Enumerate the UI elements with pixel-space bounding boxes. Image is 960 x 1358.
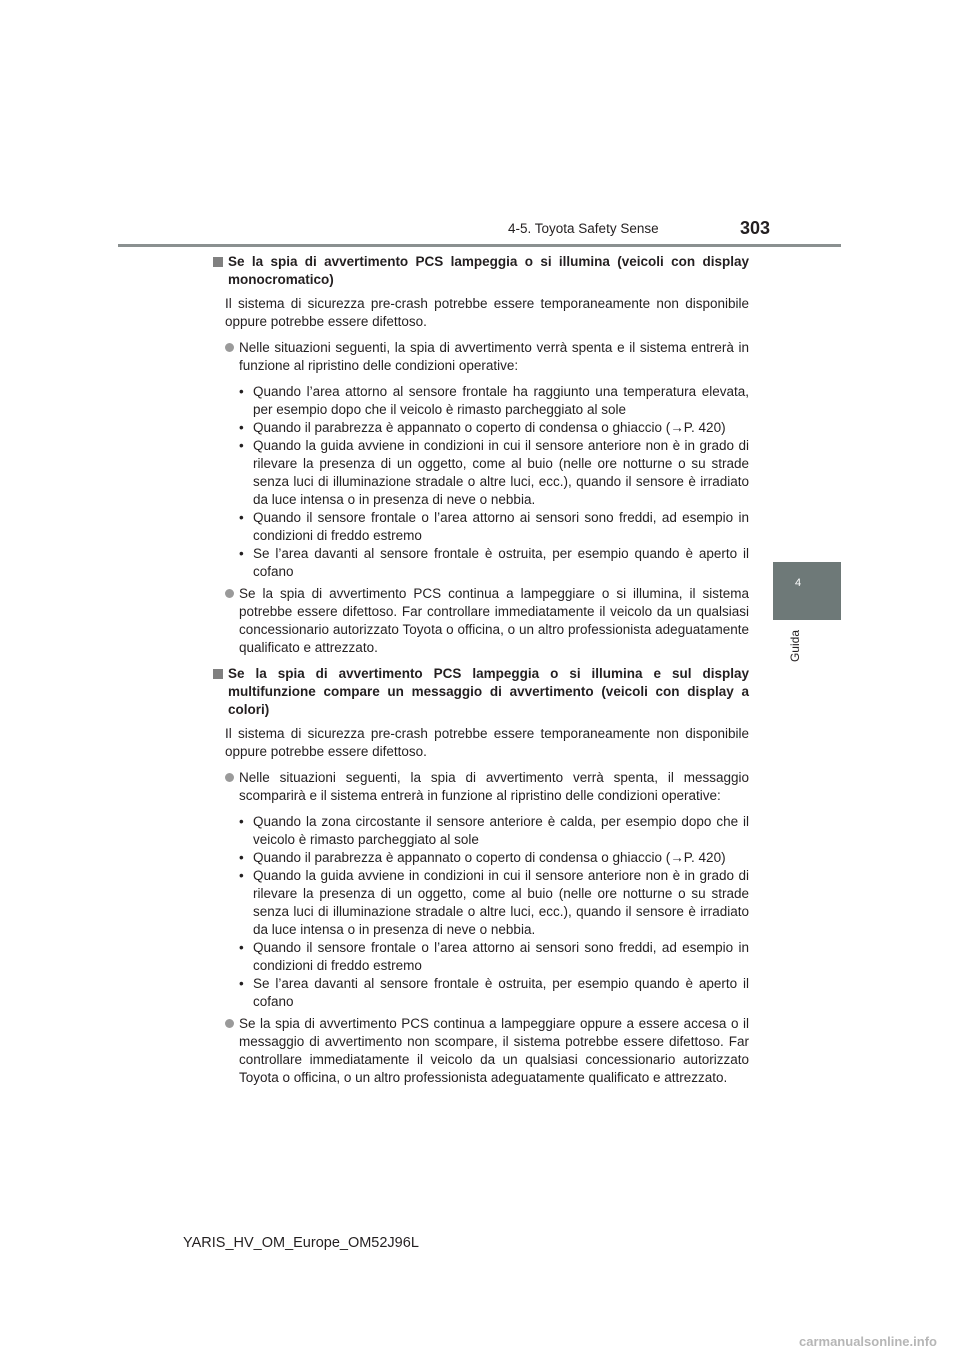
sub-item: • Quando la guida avviene in condizioni in cui il sensore anteriore non è in grado di rilevare la presenza di un oggetto, come al buio (nelle ore notturne o su strade senza luci di illuminazione stradale o altre luci, ecc.), quando il sensore è irradiato da luce intensa o in presenza di neve o nebbia. [239,868,749,937]
bullet-item: Se la spia di avvertimento PCS continua a lampeggiare oppure a essere accesa o il messaggio di avvertimento non scompare, il sistema potrebbe essere difettoso. Far controllare immediatamente il veicolo da un qualsiasi concessionario autorizzato Toyota o officina, o un altro professionista adeguatamente qualificato e attrezzato. [225,1015,749,1087]
page-number: 303 [740,218,771,238]
watermark: carmanualsonline.info [799,1334,937,1349]
sub-item: • Quando la guida avviene in condizioni in cui il sensore anteriore non è in grado di rilevare la presenza di un oggetto, come al buio (nelle ore notturne o su strade senza luci di illuminazione stradale o altre luci, ecc.), quando il sensore è irradiato da luce intensa o in presenza di neve o nebbia. [239,438,749,507]
section-intro: Il sistema di sicurezza pre-crash potrebbe essere temporaneamente non disponibile oppure potrebbe essere difettoso. [225,296,749,329]
section-heading: Se la spia di avvertimento PCS lampeggia o si illumina (veicoli con display monocromatico) [201,253,749,289]
circle-bullet-icon [225,1019,234,1028]
section-intro: Il sistema di sicurezza pre-crash potrebbe essere temporaneamente non disponibile oppure potrebbe essere difettoso. [225,726,749,759]
sub-item: • Quando il sensore frontale o l’area attorno ai sensori sono freddi, ad esempio in condizioni di freddo estremo [239,510,749,543]
page-content [201,253,749,1095]
sub-item: • Quando la zona circostante il sensore anteriore è calda, per esempio dopo che il veicolo è rimasto parcheggiato al sole [239,814,749,847]
sub-item: • Quando il parabrezza è appannato o coperto di condensa o ghiaccio (→P. 420) [239,420,726,435]
square-bullet-icon [213,257,223,267]
header-rule [118,244,841,247]
sub-item: • Quando l’area attorno al sensore frontale ha raggiunto una temperatura elevata, per esempio dopo che il veicolo è rimasto parcheggiato al sole [239,384,749,417]
bullet-item: Se la spia di avvertimento PCS continua a lampeggiare o si illumina, il sistema potrebbe essere difettoso. Far controllare immediatamente il veicolo da un qualsiasi concessionario autorizzato Toyota o officina, o un altro professionista adeguatamente qualificato e attrezzato. [225,585,749,657]
circle-bullet-icon [225,773,234,782]
section-heading: Se la spia di avvertimento PCS lampeggia o si illumina e sul display multifunzione compare un messaggio di avvertimento (veicoli con display a colori) [201,665,749,719]
bullet-item: Nelle situazioni seguenti, la spia di avvertimento verrà spenta e il sistema entrerà in funzione al ripristino delle condizioni operative: [225,339,749,375]
sub-list [239,813,749,1011]
sub-item: • Quando il sensore frontale o l’area attorno ai sensori sono freddi, ad esempio in condizioni di freddo estremo [239,940,749,973]
circle-bullet-icon [225,343,234,352]
sub-item: • Quando il parabrezza è appannato o coperto di condensa o ghiaccio (→P. 420) [239,850,726,865]
sub-item: • Se l’area davanti al sensore frontale è ostruita, per esempio quando è aperto il cofano [239,546,749,579]
sub-item: • Se l’area davanti al sensore frontale è ostruita, per esempio quando è aperto il cofano [239,976,749,1009]
chapter-label: Guida [788,630,802,663]
section-title: 4-5. Toyota Safety Sense [508,221,659,236]
chapter-tab [773,562,841,620]
square-bullet-icon [213,669,223,679]
circle-bullet-icon [225,589,234,598]
bullet-item: Nelle situazioni seguenti, la spia di avvertimento verrà spenta, il messaggio scomparirà e il sistema entrerà in funzione al ripristino delle condizioni operative: [225,769,749,805]
footer-document-code: YARIS_HV_OM_Europe_OM52J96L [183,1235,419,1251]
sub-list [239,383,749,581]
chapter-number: 4 [795,577,802,589]
